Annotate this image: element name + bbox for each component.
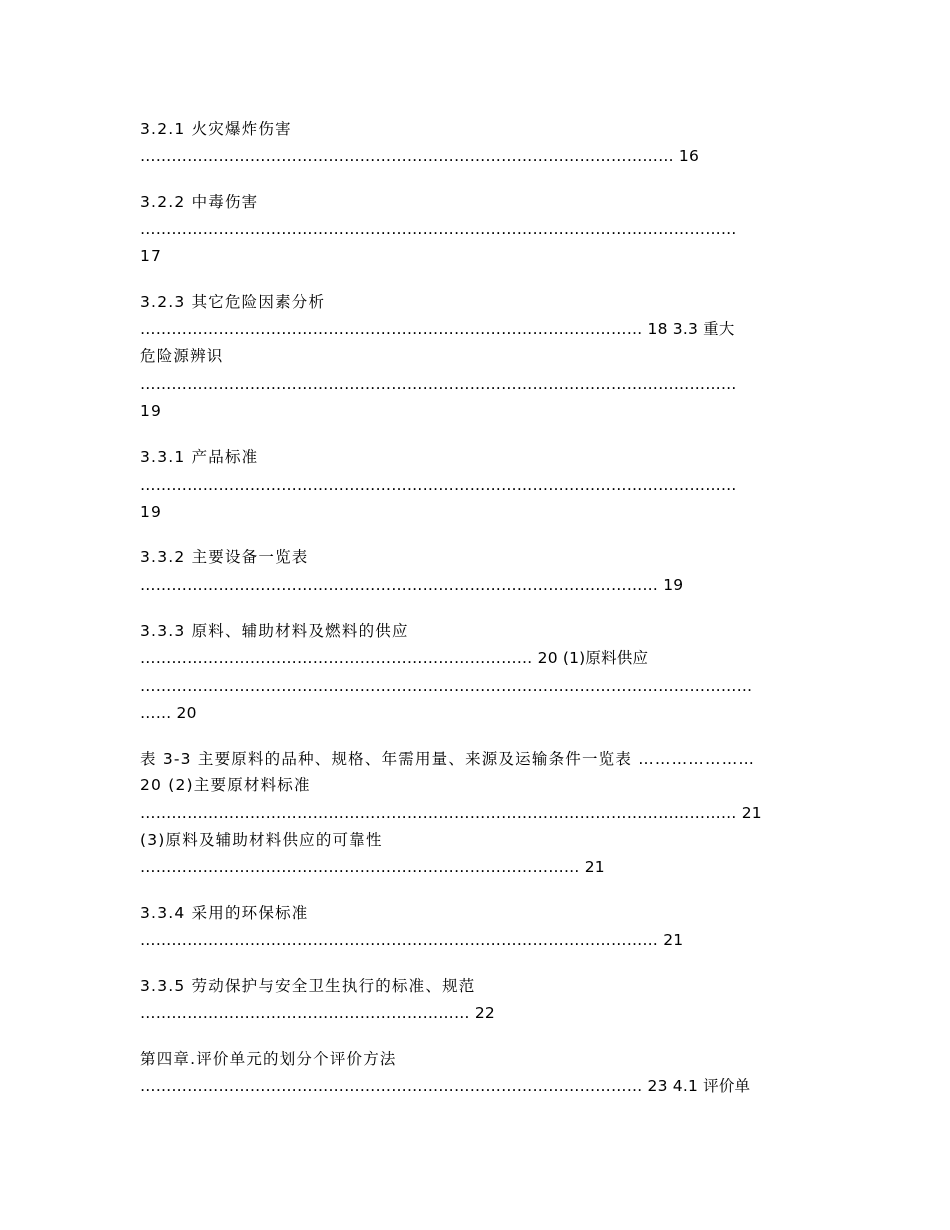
toc-leader-line: ………………………………………………………………… 20 (1)原料供应 xyxy=(140,649,649,667)
toc-heading-chapter-4: 第四章.评价单元的划分个评价方法 xyxy=(140,1050,397,1068)
toc-heading-continuation: 危险源辨识 xyxy=(140,347,224,365)
toc-heading-table-3-3: 表 3-3 主要原料的品种、规格、年需用量、来源及运输条件一览表 ………………… xyxy=(140,750,756,768)
toc-leader-line: ……………………………………………………… 22 xyxy=(140,1004,495,1022)
toc-leader-line: …………………………………………………………………………………………………… xyxy=(140,375,737,393)
toc-leader-line: ………………………………………………………………………… 21 xyxy=(140,858,605,876)
toc-page-number: 17 xyxy=(140,247,163,265)
toc-heading-3-2-3: 3.2.3 其它危险因素分析 xyxy=(140,293,326,311)
toc-leader-line: …………………………………………………………………………………………………… xyxy=(140,220,737,238)
toc-page-number: 19 xyxy=(140,503,163,521)
toc-heading-3-3-4: 3.3.4 采用的环保标准 xyxy=(140,904,309,922)
toc-leader-line: …………………………………………………………………………………… 23 4.1 评价单 xyxy=(140,1077,751,1095)
toc-heading-continuation: 20 (2)主要原材料标准 xyxy=(140,776,311,794)
toc-heading-3-3-5: 3.3.5 劳动保护与安全卫生执行的标准、规范 xyxy=(140,977,476,995)
toc-leader-line: ……………………………………………………………………………………… 21 xyxy=(140,931,684,949)
toc-leader-line: …… 20 xyxy=(140,704,197,722)
toc-page-number: 19 xyxy=(140,402,163,420)
toc-heading-3-3-1: 3.3.1 产品标准 xyxy=(140,448,259,466)
toc-heading-3-2-1: 3.2.1 火灾爆炸伤害 xyxy=(140,120,292,138)
toc-leader-line: ……………………………………………………………………………………… 19 xyxy=(140,576,684,594)
toc-leader-line: ………………………………………………………………………………………… 16 xyxy=(140,147,700,165)
toc-heading-3-3-3: 3.3.3 原料、辅助材料及燃料的供应 xyxy=(140,622,409,640)
toc-leader-line: …………………………………………………………………………………………………… 21 xyxy=(140,804,762,822)
toc-heading-supply-reliability: (3)原料及辅助材料供应的可靠性 xyxy=(140,831,383,849)
toc-heading-3-2-2: 3.2.2 中毒伤害 xyxy=(140,193,259,211)
toc-leader-line: …………………………………………………………………………………………………… xyxy=(140,476,737,494)
toc-heading-3-3-2: 3.3.2 主要设备一览表 xyxy=(140,548,309,566)
toc-leader-line: …………………………………………………………………………………… 18 3.3 重大 xyxy=(140,320,735,338)
toc-leader-line: ……………………………………………………………………………………………………… xyxy=(140,677,753,695)
